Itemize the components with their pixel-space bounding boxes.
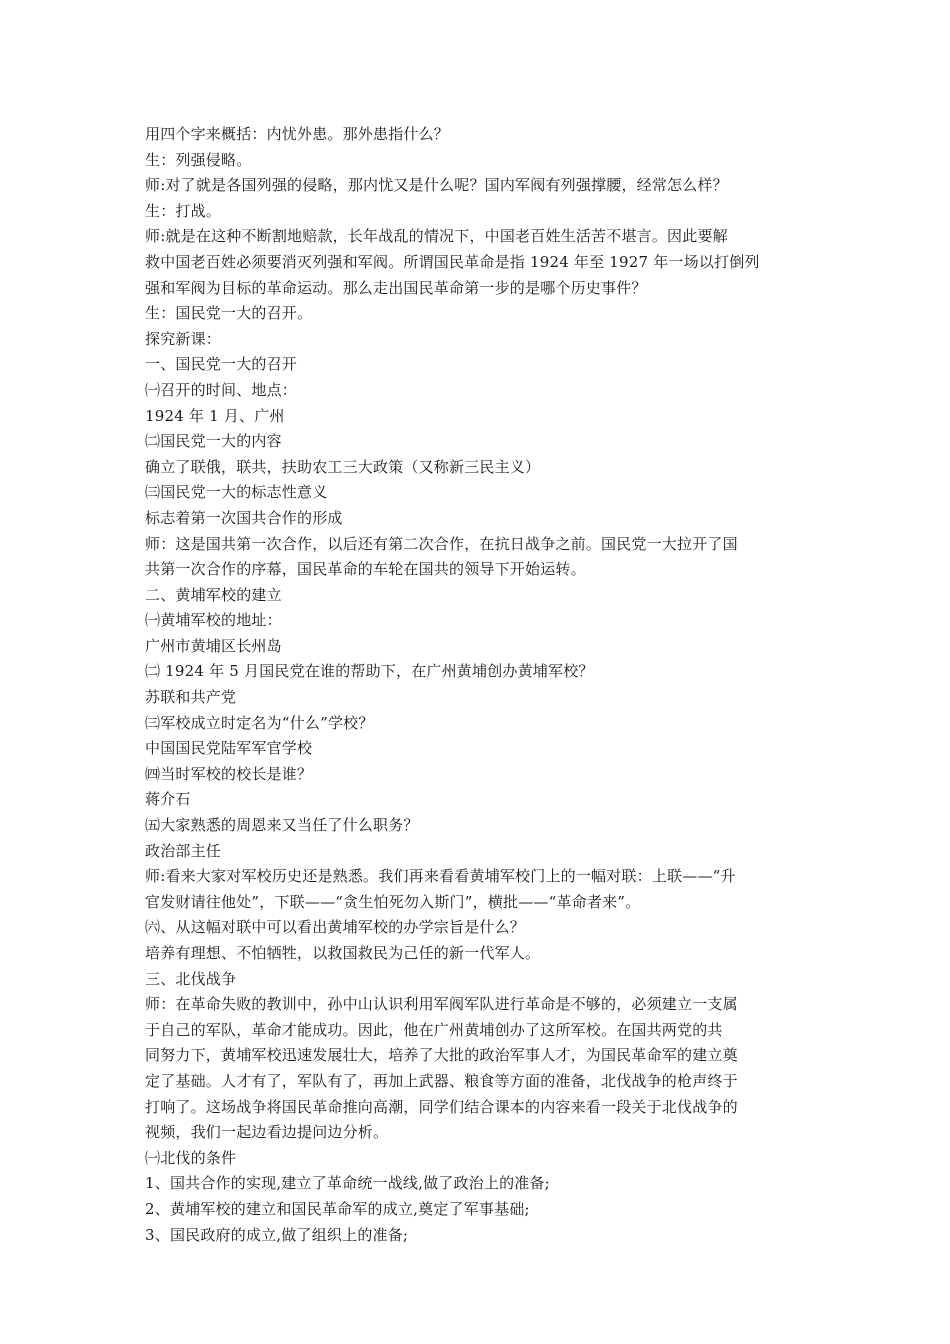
text-line: 定了基础。人才有了，军队有了，再加上武器、粮食等方面的准备，北伐战争的枪声终于 [145, 1071, 738, 1090]
sub-heading: ㈢军校成立时定名为“什么”学校？ [145, 713, 374, 732]
text-line: 师：这是国共第一次合作，以后还有第二次合作，在抗日战争之前。国民党一大拉开了国 [145, 534, 738, 553]
text-line: 广州市黄埔区长州岛 [145, 636, 282, 655]
text-line: 于自己的军队，革命才能成功。因此，他在广州黄埔创办了这所军校。在国共两党的共 [145, 1020, 723, 1039]
sub-heading: ㈡ 1924 年 5 月国民党在谁的帮助下，在广州黄埔创办黄埔军校？ [145, 662, 594, 681]
section-heading: 三、北伐战争 [145, 969, 237, 988]
text-line: 强和军阀为目标的革命运动。那么走出国民革命第一步的是哪个历史事件？ [145, 278, 647, 297]
section-label: 探究新课： [145, 329, 222, 348]
list-item: 2、黄埔军校的建立和国民革命军的成立,奠定了军事基础; [145, 1199, 530, 1218]
text-line: 打响了。这场战争将国民革命推向高潮，同学们结合课本的内容来看一段关于北伐战争的 [145, 1097, 738, 1116]
text-line: 师:看来大家对军校历史还是熟悉。我们再来看看黄埔军校门上的一幅对联：上联——“升 [145, 867, 736, 886]
text-line: 1924 年 1 月、广州 [145, 406, 285, 425]
sub-heading: ㈠北伐的条件 [145, 1148, 237, 1167]
list-item: 3、国民政府的成立,做了组织上的准备; [145, 1225, 409, 1244]
sub-heading: ㈡国民党一大的内容 [145, 432, 282, 451]
text-line: 蒋介石 [145, 790, 191, 809]
sub-heading: ㈠召开的时间、地点： [145, 380, 298, 399]
sub-heading: ㈣当时军校的校长是谁？ [145, 764, 313, 783]
text-line: 师:就是在这种不断割地赔款，长年战乱的情况下，中国老百姓生活苦不堪言。因此要解 [145, 227, 728, 246]
text-line: 生：国民党一大的召开。 [145, 304, 313, 323]
section-heading: 二、黄埔军校的建立 [145, 585, 282, 604]
sub-heading: ㈤大家熟悉的周恩来又当任了什么职务？ [145, 816, 419, 835]
text-line: 共第一次合作的序幕，国民革命的车轮在国共的领导下开始运转。 [145, 560, 586, 579]
text-line: 官发财请往他处”，下联——“贪生怕死勿入斯门”，横批——“革命者来”。 [145, 892, 641, 911]
sub-heading: ㈠黄埔军校的地址： [145, 611, 282, 630]
text-line: 用四个字来概括：内忧外患。那外患指什么？ [145, 125, 450, 143]
text-line: 视频，我们一起边看边提问边分析。 [145, 1123, 389, 1142]
section-heading: 一、国民党一大的召开 [145, 355, 298, 374]
text-line: 政治部主任 [145, 841, 222, 860]
text-line: 确立了联俄，联共，扶助农工三大政策（又称新三民主义） [145, 457, 541, 476]
text-line: 师:对了就是各国列强的侵略，那内忧又是什么呢？国内军阀有列强撑腰，经常怎么样？ [145, 176, 728, 195]
text-line: 中国国民党陆军军官学校 [145, 739, 313, 758]
text-line: 救中国老百姓必须要消灭列强和军阀。所谓国民革命是指 1924 年至 1927 年一场以打倒列 [145, 252, 760, 271]
sub-heading: ㈢国民党一大的标志性意义 [145, 483, 328, 502]
text-line: 生：打战。 [145, 201, 222, 220]
sub-heading: ㈥、从这幅对联中可以看出黄埔军校的办学宗旨是什么？ [145, 918, 526, 937]
text-line: 同努力下，黄埔军校迅速发展壮大，培养了大批的政治军事人才，为国民革命军的建立奠 [145, 1046, 738, 1065]
text-line: 标志着第一次国共合作的形成 [145, 508, 343, 527]
list-item: 1、国共合作的实现,建立了革命统一战线,做了政治上的准备; [145, 1174, 550, 1193]
text-line: 培养有理想、不怕牺牲，以救国救民为己任的新一代军人。 [145, 944, 541, 962]
text-line: 师：在革命失败的教训中，孙中山认识利用军阀军队进行革命是不够的，必须建立一支属 [145, 995, 738, 1014]
text-line: 苏联和共产党 [145, 688, 237, 707]
lesson-text [145, 122, 810, 1248]
text-line: 生：列强侵略。 [145, 150, 252, 169]
